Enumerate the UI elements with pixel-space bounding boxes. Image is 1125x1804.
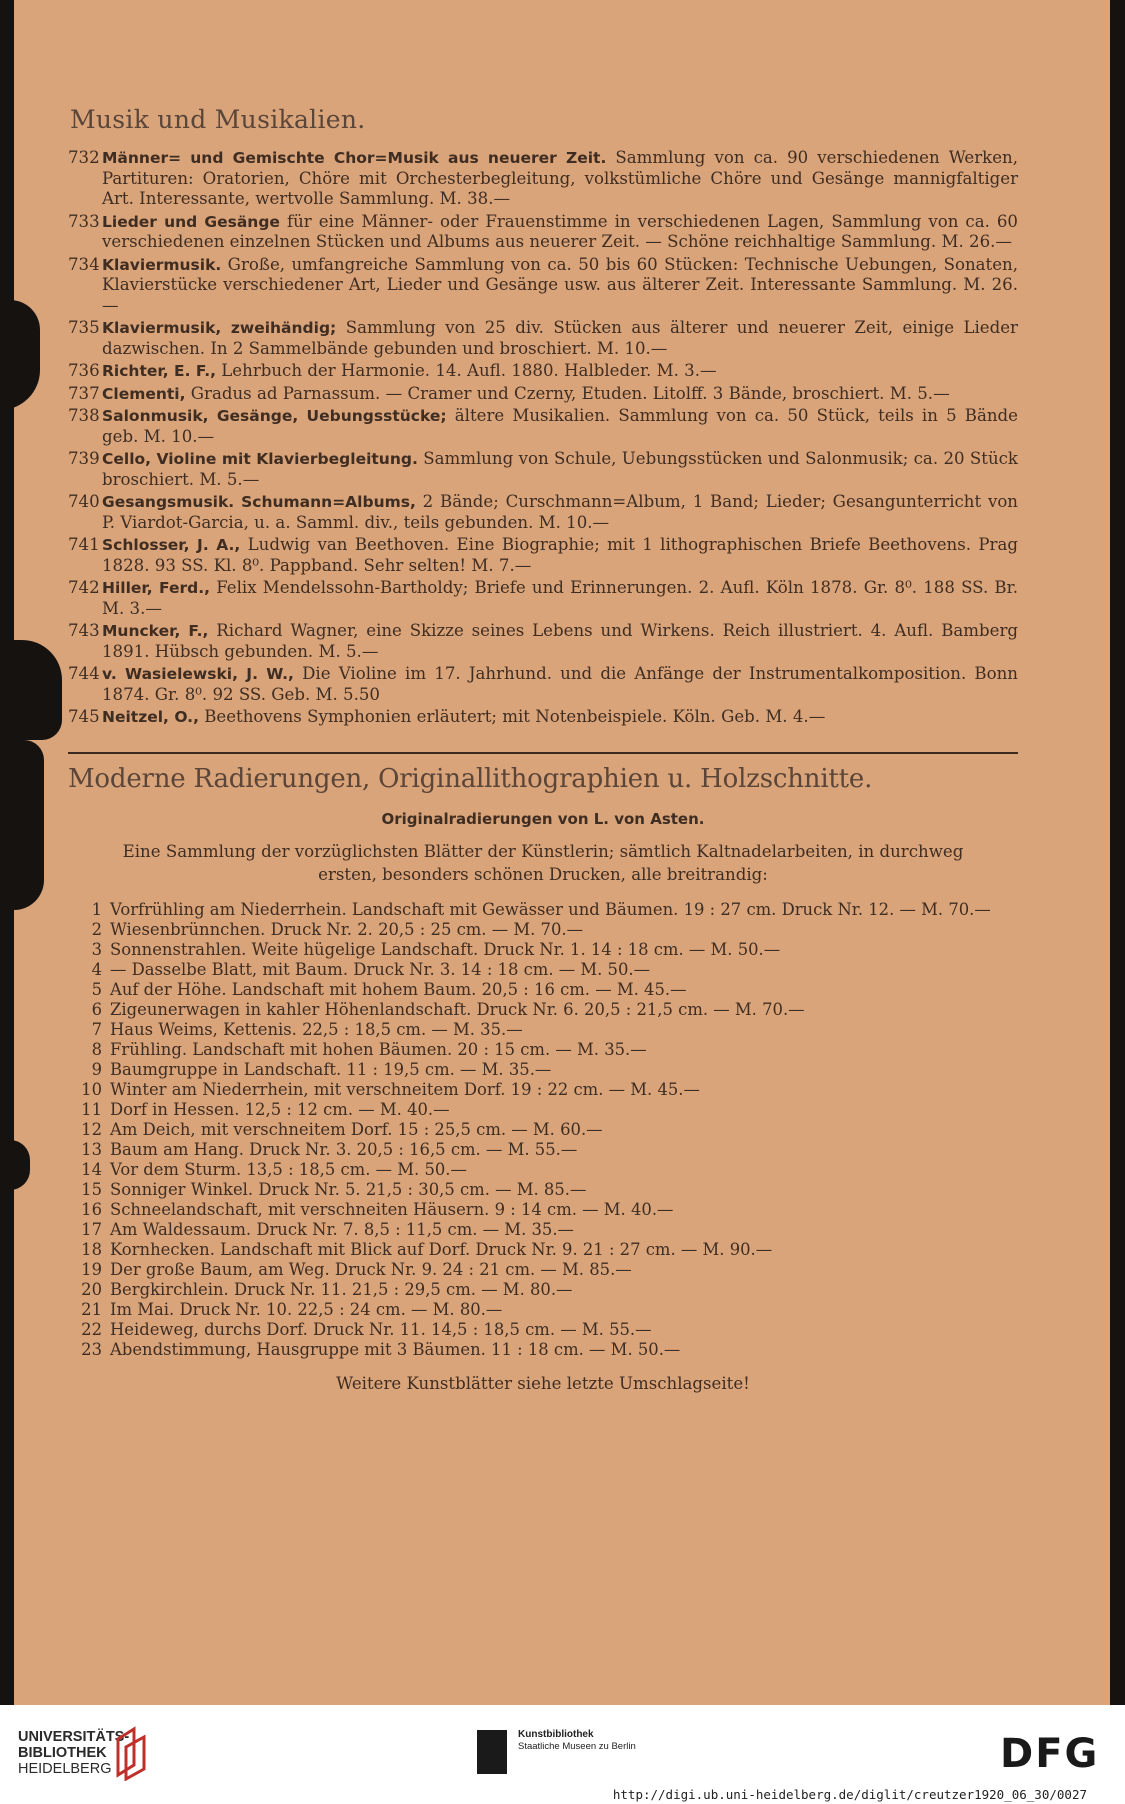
entry-number: 732 [68,148,100,167]
section-title-prints: Moderne Radierungen, Originallithographien u. Holzschnitte. [68,763,873,794]
entry-title: Lieder und Gesänge [102,212,280,231]
kunstbibliothek-logo-icon [477,1730,507,1774]
catalog-entry [68,449,1018,490]
item-number: 12 [81,1119,102,1139]
entry-description: Sammlung von ca. 90 verschiedenen Werken, Partituren: Oratorien, Chöre mit Orchesterbegleitung, volkstümliche Chöre und Gesänge mannigfaltiger Art. Interessante, wertvolle Sammlung. M. 38.— [102,148,1018,208]
print-item [72,1040,1018,1060]
entry-text [102,148,1018,210]
intro-text: Eine Sammlung der vorzüglichsten Blätter der Künstlerin; sämtlich Kaltnadelarbeiten, in durchweg ersten, besonders schönen Drucken, alle breitrandig: [122,841,964,884]
print-item [72,980,1018,1000]
entry-description: ältere Musikalien. Sammlung von ca. 50 Stück, teils in 5 Bände geb. M. 10.— [102,406,1019,446]
entry-text [102,406,1018,447]
print-item [72,1160,1018,1180]
item-text: Baum am Hang. Druck Nr. 3. 20,5 : 16,5 cm. — M. 55.— [110,1139,578,1159]
item-text: Baumgruppe in Landschaft. 11 : 19,5 cm. — M. 35.— [110,1059,552,1079]
entry-text [102,664,1018,705]
item-number: 23 [81,1339,102,1359]
item-text: Vor dem Sturm. 13,5 : 18,5 cm. — M. 50.— [110,1159,467,1179]
item-text: Auf der Höhe. Landschaft mit hohem Baum. 20,5 : 16 cm. — M. 45.— [110,979,687,999]
item-text: Kornhecken. Landschaft mit Blick auf Dorf. Druck Nr. 9. 21 : 27 cm. — M. 90.— [110,1239,773,1259]
item-text: Zigeunerwagen in kahler Höhenlandschaft. Druck Nr. 6. 20,5 : 21,5 cm. — M. 70.— [110,999,805,1019]
dfg-logo: DFG [1000,1731,1100,1777]
entry-description: Sammlung von Schule, Uebungsstücken und Salonmusik; ca. 20 Stück broschiert. M. 5.— [102,449,1018,489]
entry-text [102,212,1018,253]
entry-title: Cello, Violine mit Klavierbegleitung. [102,450,418,468]
catalog-entry [68,255,1018,317]
catalog-entry [68,212,1018,253]
entry-number: 736 [68,361,100,380]
print-item [72,1280,1018,1300]
entry-number: 741 [68,535,100,554]
item-text: Am Waldessaum. Druck Nr. 7. 8,5 : 11,5 cm. — M. 35.— [110,1219,574,1239]
item-text: — Dasselbe Blatt, mit Baum. Druck Nr. 3. 14 : 18 cm. — M. 50.— [110,959,651,979]
subsection-title: Originalradierungen von L. von Asten. [381,809,705,828]
print-item [72,1300,1018,1320]
print-item [72,1200,1018,1220]
ub-heidelberg-text: UNIVERSITÄTS- BIBLIOTHEK HEIDELBERG [18,1729,130,1777]
music-entries [68,148,1018,728]
print-item [72,920,1018,940]
item-number: 10 [81,1079,102,1099]
entry-title: Clementi, [102,384,186,403]
print-item [72,1220,1018,1240]
entry-title: Gesangsmusik. Schumann=Albums, [102,493,416,511]
item-number: 4 [91,959,102,979]
entry-description: Große, umfangreiche Sammlung von ca. 50 bis 60 Stücken: Technische Uebungen, Sonaten, Klavierstücke verschiedener Art, Lieder und Gesänge usw. aus älterer Zeit. Interessante Sammlung. M. 26.— [102,254,1018,315]
item-text: Sonniger Winkel. Druck Nr. 5. 21,5 : 30,5 cm. — M. 85.— [110,1179,587,1199]
entry-description: Beethovens Symphonien erläutert; mit Notenbeispiele. Köln. Geb. M. 4.— [198,707,826,726]
catalog-entry [68,318,1018,359]
item-number: 7 [91,1019,102,1039]
source-url[interactable]: http://digi.ub.uni-heidelberg.de/diglit/creutzer1920_06_30/0027 [612,1787,1087,1802]
print-item [72,940,1018,960]
print-item [72,1340,1018,1360]
item-number: 6 [91,999,102,1019]
entry-title: Neitzel, O., [102,708,199,726]
entry-number: 733 [68,211,100,231]
entry-number: 737 [68,383,100,403]
print-item [72,1180,1018,1200]
print-item [72,1120,1018,1140]
print-list [68,900,1018,1360]
torn-edge [0,1140,30,1190]
catalog-entry [68,664,1018,705]
entry-title: v. Wasielewski, J. W., [102,665,294,683]
entry-text [102,535,1018,576]
item-number: 2 [91,919,102,939]
entry-text [102,621,1018,662]
item-number: 14 [81,1159,102,1179]
print-item [72,1100,1018,1120]
entry-title: Hiller, Ferd., [102,579,210,597]
print-item [72,1320,1018,1340]
entry-text [102,255,1018,317]
entry-description: Richard Wagner, eine Skizze seines Lebens und Wirkens. Reich illustriert. 4. Aufl. Bamberg 1891. Hübsch gebunden. M. 5.— [102,621,1019,661]
item-text: Frühling. Landschaft mit hohen Bäumen. 20 : 15 cm. — M. 35.— [110,1039,647,1059]
print-item [72,1080,1018,1100]
entry-number: 740 [68,492,100,511]
item-number: 9 [91,1059,102,1079]
print-item [72,1240,1018,1260]
item-text: Winter am Niederrhein, mit verschneitem Dorf. 19 : 22 cm. — M. 45.— [110,1079,700,1099]
entry-text [102,361,1018,382]
entry-number: 745 [68,707,100,726]
item-text: Im Mai. Druck Nr. 10. 22,5 : 24 cm. — M. 80.— [110,1299,503,1319]
entry-title: Richter, E. F., [102,362,217,380]
catalog-entry [68,707,1018,728]
torn-edge [0,300,40,410]
entry-text [102,384,1018,405]
item-number: 15 [81,1179,102,1199]
item-text: Bergkirchlein. Druck Nr. 11. 21,5 : 29,5 cm. — M. 80.— [110,1279,573,1299]
item-text: Wiesenbrünnchen. Druck Nr. 2. 20,5 : 25 cm. — M. 70.— [110,919,583,939]
item-number: 20 [81,1279,102,1299]
entry-description: für eine Männer- oder Frauenstimme in verschiedenen Lagen, Sammlung von ca. 60 verschiedenen einzelnen Stücken und Albums aus neuerer Zeit. — Schöne reichhaltige Sammlung. M. 26.— [102,211,1018,251]
catalog-entry [68,148,1018,210]
entry-number: 742 [68,578,100,597]
print-item [72,1000,1018,1020]
catalog-entry [68,578,1018,619]
item-number: 17 [81,1219,102,1239]
section-title-music: Musik und Musikalien. [70,105,366,134]
library-footer [0,1705,1125,1804]
entry-text [102,449,1018,490]
kunstbibliothek-text: Kunstbibliothek Staatliche Museen zu Berlin [518,1729,636,1752]
item-text: Der große Baum, am Weg. Druck Nr. 9. 24 : 21 cm. — M. 85.— [110,1259,632,1279]
catalog-entry [68,406,1018,447]
entry-description: Sammlung von 25 div. Stücken aus älterer und neuerer Zeit, einige Lieder dazwischen. In 2 Sammelbände gebunden und broschiert. M. 10.— [102,318,1018,358]
entry-description: Gradus ad Parnassum. — Cramer und Czerny, Etuden. Litolff. 3 Bände, broschiert. M. 5.— [185,383,950,403]
entry-text [102,578,1018,619]
entry-title: Salonmusik, Gesänge, Uebungsstücke; [102,407,447,425]
entry-number: 739 [68,449,100,468]
print-item [72,1140,1018,1160]
footer-note: Weitere Kunstblätter siehe letzte Umschlagseite! [336,1373,750,1393]
entry-number: 744 [68,664,100,683]
item-text: Am Deich, mit verschneitem Dorf. 15 : 25,5 cm. — M. 60.— [110,1119,603,1139]
print-item [72,960,1018,980]
ub-heidelberg-logo-icon [112,1725,152,1781]
item-text: Haus Weims, Kettenis. 22,5 : 18,5 cm. — M. 35.— [110,1019,523,1039]
item-number: 13 [81,1139,102,1159]
torn-edge [1110,0,1125,1705]
entry-description: 2 Bände; Curschmann=Album, 1 Band; Lieder; Gesangunterricht von P. Viardot-Garcia, u. a. Samml. div., teils gebunden. M. 10.— [102,492,1018,532]
catalog-entry [68,535,1018,576]
torn-edge [0,640,62,740]
entry-text [102,707,1018,728]
entry-description: Ludwig van Beethoven. Eine Biographie; mit 1 lithographischen Briefe Beethovens. Prag 1828. 93 SS. Kl. 8⁰. Pappband. Sehr selten! M. 7.— [102,535,1018,575]
torn-edge [0,740,44,910]
item-text: Vorfrühling am Niederrhein. Landschaft mit Gewässer und Bäumen. 19 : 27 cm. Druck Nr. 12. — M. 70.— [110,899,991,919]
print-item [72,1060,1018,1080]
catalog-entry [68,361,1018,382]
entry-number: 735 [68,318,100,337]
entry-title: Klaviermusik. [102,255,222,274]
item-number: 22 [81,1319,102,1339]
item-number: 16 [81,1199,102,1219]
item-number: 1 [91,899,102,919]
print-item [72,1260,1018,1280]
item-number: 19 [81,1259,102,1279]
section-divider [68,752,1018,754]
item-number: 3 [91,939,102,959]
item-number: 8 [91,1039,102,1059]
catalog-entry [68,621,1018,662]
entry-number: 743 [68,621,100,640]
item-number: 18 [81,1239,102,1259]
print-item [72,900,1018,920]
entry-title: Männer= und Gemischte Chor=Musik aus neuerer Zeit. [102,149,607,167]
entry-description: Die Violine im 17. Jahrhund. und die Anfänge der Instrumentalkomposition. Bonn 1874. Gr. 8⁰. 92 SS. Geb. M. 5.50 [102,664,1018,704]
item-text: Heideweg, durchs Dorf. Druck Nr. 11. 14,5 : 18,5 cm. — M. 55.— [110,1319,652,1339]
entry-title: Muncker, F., [102,622,209,640]
entry-number: 738 [68,406,100,425]
entry-text [102,492,1018,533]
item-number: 5 [91,979,102,999]
catalog-entry [68,384,1018,405]
entry-title: Schlosser, J. A., [102,536,241,554]
item-text: Abendstimmung, Hausgruppe mit 3 Bäumen. 11 : 18 cm. — M. 50.— [110,1339,681,1359]
item-number: 11 [81,1099,102,1119]
entry-description: Lehrbuch der Harmonie. 14. Aufl. 1880. Halbleder. M. 3.— [216,361,717,380]
entry-number: 734 [68,254,100,274]
entry-text [102,318,1018,359]
item-text: Schneelandschaft, mit verschneiten Häusern. 9 : 14 cm. — M. 40.— [110,1199,674,1219]
item-text: Sonnenstrahlen. Weite hügelige Landschaft. Druck Nr. 1. 14 : 18 cm. — M. 50.— [110,939,781,959]
page-content [68,105,1018,1393]
item-text: Dorf in Hessen. 12,5 : 12 cm. — M. 40.— [110,1099,450,1119]
entry-description: Felix Mendelssohn-Bartholdy; Briefe und Erinnerungen. 2. Aufl. Köln 1878. Gr. 8⁰. 188 SS. Br. M. 3.— [102,578,1019,618]
entry-title: Klaviermusik, zweihändig; [102,319,337,337]
item-number: 21 [81,1299,102,1319]
catalog-entry [68,492,1018,533]
print-item [72,1020,1018,1040]
